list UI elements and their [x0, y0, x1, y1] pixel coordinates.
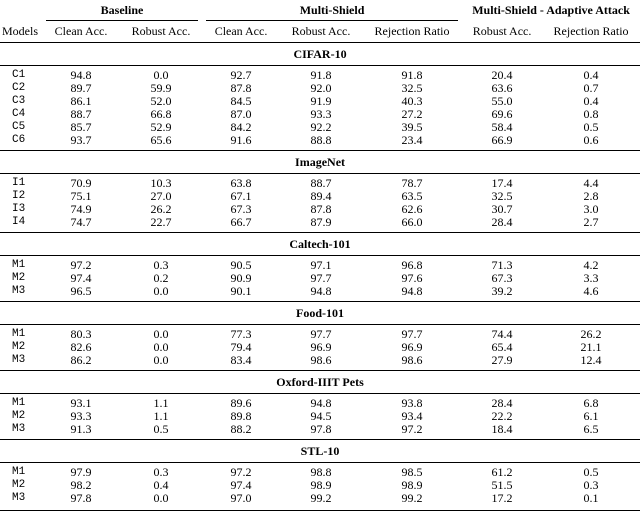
- table-cell: 4.6: [583, 285, 599, 298]
- section-header: [0, 302, 640, 325]
- col-ms-clean: Clean Acc.: [214, 24, 268, 38]
- table-cell: 84.5: [230, 95, 252, 108]
- table-cell: 18.4: [491, 423, 513, 436]
- table-cell: 26.2: [150, 203, 172, 216]
- table-cell: 80.3: [70, 327, 92, 341]
- table-row: [0, 203, 640, 216]
- table-cell: 0.5: [583, 465, 599, 479]
- table-cell: 0.0: [153, 285, 169, 298]
- table-cell: 98.6: [310, 354, 332, 367]
- table-cell: 0.1: [583, 492, 599, 505]
- col-ms-robust: Robust Acc.: [291, 24, 351, 38]
- table-cell: 93.3: [310, 108, 332, 121]
- section-header: [0, 440, 640, 463]
- table-cell: 86.2: [70, 354, 92, 367]
- table-cell: 87.0: [230, 108, 252, 121]
- table-row: [0, 174, 640, 191]
- table-cell: 93.3: [70, 410, 92, 423]
- model-name: M1: [12, 466, 26, 478]
- model-name: M1: [12, 397, 26, 409]
- table-cell: 0.6: [583, 134, 599, 147]
- table-cell: 96.9: [310, 341, 332, 354]
- table-cell: 4.4: [583, 176, 599, 190]
- table-cell: 0.2: [153, 272, 169, 285]
- section-title: Oxford-IIIT Pets: [0, 371, 640, 394]
- column-header-row: [0, 24, 640, 43]
- table-cell: 97.8: [70, 492, 92, 505]
- table-cell: 97.1: [310, 258, 332, 272]
- table-cell: 97.4: [70, 272, 92, 285]
- model-name: M2: [12, 410, 26, 422]
- table-cell: 20.4: [491, 68, 513, 82]
- model-name: C1: [12, 69, 26, 81]
- table-cell: 51.5: [491, 479, 513, 492]
- table-cell: 66.8: [150, 108, 172, 121]
- table-cell: 91.9: [310, 95, 332, 108]
- table-cell: 92.2: [310, 121, 332, 134]
- table-cell: 91.6: [230, 134, 252, 147]
- table-cell: 12.4: [580, 354, 602, 367]
- table-cell: 98.9: [310, 479, 332, 492]
- col-models: Models: [2, 24, 38, 38]
- table-cell: 96.5: [70, 285, 92, 298]
- table-cell: 94.5: [310, 410, 332, 423]
- table-cell: 0.4: [583, 95, 599, 108]
- table-cell: 63.6: [491, 82, 513, 95]
- table-cell: 67.1: [230, 190, 252, 203]
- table-cell: 97.6: [401, 272, 423, 285]
- table-cell: 85.7: [70, 121, 92, 134]
- table-row: [0, 108, 640, 121]
- table-cell: 66.9: [491, 134, 513, 147]
- table-row: [0, 190, 640, 203]
- section-title: Food-101: [0, 302, 640, 325]
- table-cell: 58.4: [491, 121, 513, 134]
- table-cell: 30.7: [491, 203, 513, 216]
- table-cell: 6.8: [583, 396, 599, 410]
- model-name: M3: [12, 354, 26, 366]
- section-title: ImageNet: [0, 151, 640, 174]
- table-cell: 88.7: [310, 176, 332, 190]
- table-cell: 66.0: [401, 216, 423, 229]
- table-cell: 87.8: [310, 203, 332, 216]
- table-cell: 99.2: [401, 492, 423, 505]
- model-name: C4: [12, 108, 26, 120]
- model-name: I1: [12, 177, 26, 189]
- table-cell: 83.4: [230, 354, 252, 367]
- table-cell: 93.7: [70, 134, 92, 147]
- model-name: C5: [12, 121, 26, 133]
- section-title: STL-10: [0, 440, 640, 463]
- table-cell: 55.0: [491, 95, 513, 108]
- model-name: C6: [12, 134, 26, 146]
- table-cell: 90.1: [230, 285, 252, 298]
- table-cell: 98.5: [401, 465, 423, 479]
- table-cell: 67.3: [491, 272, 513, 285]
- table-cell: 17.2: [491, 492, 513, 505]
- table-cell: 0.0: [153, 68, 169, 82]
- model-name: M1: [12, 259, 26, 271]
- table-cell: 88.2: [230, 423, 252, 436]
- table-cell: 91.8: [310, 68, 332, 82]
- table-row: [0, 492, 640, 508]
- table-cell: 88.7: [70, 108, 92, 121]
- table-cell: 67.3: [230, 203, 252, 216]
- model-name: I3: [12, 203, 26, 215]
- table-cell: 92.0: [310, 82, 332, 95]
- table-cell: 75.1: [70, 190, 92, 203]
- table-row: [0, 216, 640, 233]
- table-cell: 0.4: [153, 479, 169, 492]
- table-cell: 79.4: [230, 341, 252, 354]
- table-cell: 6.5: [583, 423, 599, 436]
- table-cell: 88.8: [310, 134, 332, 147]
- table-cell: 74.4: [491, 327, 513, 341]
- table-cell: 2.8: [583, 190, 599, 203]
- table-cell: 89.7: [70, 82, 92, 95]
- table-cell: 89.6: [230, 396, 252, 410]
- table-cell: 97.2: [70, 258, 92, 272]
- table-cell: 0.3: [153, 258, 169, 272]
- table-cell: 65.4: [491, 341, 513, 354]
- table-cell: 0.5: [153, 423, 169, 436]
- col-baseline-clean: Clean Acc.: [54, 24, 108, 38]
- group-multi-shield: Multi-Shield: [206, 4, 458, 21]
- table-cell: 84.2: [230, 121, 252, 134]
- table-row: [0, 410, 640, 423]
- table-cell: 26.2: [580, 327, 602, 341]
- section-title: Caltech-101: [0, 233, 640, 256]
- table-cell: 87.9: [310, 216, 332, 229]
- table-cell: 82.6: [70, 341, 92, 354]
- table-cell: 98.6: [401, 354, 423, 367]
- table-cell: 32.5: [491, 190, 513, 203]
- table-row: [0, 423, 640, 440]
- table-row: [0, 285, 640, 302]
- table-cell: 17.4: [491, 176, 513, 190]
- table-cell: 0.3: [153, 465, 169, 479]
- table-cell: 10.3: [150, 176, 172, 190]
- table-cell: 52.0: [150, 95, 172, 108]
- table-cell: 97.2: [230, 465, 252, 479]
- table-cell: 52.9: [150, 121, 172, 134]
- col-adaptive-robust: Robust Acc.: [472, 24, 532, 38]
- table-cell: 99.2: [310, 492, 332, 505]
- table-cell: 39.2: [491, 285, 513, 298]
- table-cell: 0.0: [153, 327, 169, 341]
- table-cell: 97.7: [310, 272, 332, 285]
- table-cell: 27.9: [491, 354, 513, 367]
- table-cell: 0.8: [583, 108, 599, 121]
- table-cell: 22.7: [150, 216, 172, 229]
- table-cell: 63.8: [230, 176, 252, 190]
- table-cell: 22.2: [491, 410, 513, 423]
- table-cell: 27.0: [150, 190, 172, 203]
- table-cell: 63.5: [401, 190, 423, 203]
- table-cell: 0.5: [583, 121, 599, 134]
- model-name: M2: [12, 341, 26, 353]
- table-row: [0, 134, 640, 151]
- table-bottom-rule: [0, 508, 640, 511]
- table-cell: 27.2: [401, 108, 423, 121]
- table-cell: 90.9: [230, 272, 252, 285]
- table-cell: 94.8: [401, 285, 423, 298]
- table-cell: 0.0: [153, 354, 169, 367]
- model-name: C3: [12, 95, 26, 107]
- table-cell: 77.3: [230, 327, 252, 341]
- model-name: M2: [12, 479, 26, 491]
- table-cell: 92.7: [230, 68, 252, 82]
- table-cell: 96.9: [401, 341, 423, 354]
- table-cell: 98.9: [401, 479, 423, 492]
- table-cell: 98.8: [310, 465, 332, 479]
- table-cell: 1.1: [153, 410, 169, 423]
- table-cell: 62.6: [401, 203, 423, 216]
- table-cell: 86.1: [70, 95, 92, 108]
- table-row: [0, 479, 640, 492]
- table-cell: 87.8: [230, 82, 252, 95]
- model-name: I4: [12, 216, 26, 228]
- table-cell: 23.4: [401, 134, 423, 147]
- table-cell: 96.8: [401, 258, 423, 272]
- table-row: [0, 325, 640, 342]
- model-name: M3: [12, 285, 26, 297]
- table-cell: 70.9: [70, 176, 92, 190]
- table-row: [0, 354, 640, 371]
- table-row: [0, 463, 640, 480]
- table-cell: 69.6: [491, 108, 513, 121]
- table-cell: 28.4: [491, 216, 513, 229]
- table-cell: 94.8: [70, 68, 92, 82]
- table-cell: 1.1: [153, 396, 169, 410]
- table-body: [0, 43, 640, 511]
- section-title: CIFAR-10: [0, 43, 640, 66]
- table-cell: 4.2: [583, 258, 599, 272]
- model-name: M3: [12, 492, 26, 504]
- table-cell: 0.0: [153, 341, 169, 354]
- section-header: [0, 43, 640, 66]
- table-cell: 93.1: [70, 396, 92, 410]
- table-cell: 61.2: [491, 465, 513, 479]
- table-cell: 66.7: [230, 216, 252, 229]
- table-cell: 3.0: [583, 203, 599, 216]
- model-name: M3: [12, 423, 26, 435]
- col-ms-rejection: Rejection Ratio: [374, 24, 450, 38]
- table-cell: 71.3: [491, 258, 513, 272]
- table-cell: 98.2: [70, 479, 92, 492]
- section-header: [0, 151, 640, 174]
- table-cell: 32.5: [401, 82, 423, 95]
- group-baseline: Baseline: [46, 4, 198, 21]
- table-cell: 74.9: [70, 203, 92, 216]
- table-cell: 90.5: [230, 258, 252, 272]
- table-cell: 93.8: [401, 396, 423, 410]
- col-adaptive-rejection: Rejection Ratio: [553, 24, 629, 38]
- table-cell: 97.8: [310, 423, 332, 436]
- model-name: C2: [12, 82, 26, 94]
- model-name: M2: [12, 272, 26, 284]
- table-cell: 74.7: [70, 216, 92, 229]
- model-name: M1: [12, 328, 26, 340]
- table-cell: 89.8: [230, 410, 252, 423]
- table-cell: 21.1: [580, 341, 602, 354]
- table-cell: 2.7: [583, 216, 599, 229]
- table-cell: 0.3: [583, 479, 599, 492]
- section-header: [0, 233, 640, 256]
- table-cell: 40.3: [401, 95, 423, 108]
- col-baseline-robust: Robust Acc.: [131, 24, 191, 38]
- table-cell: 97.7: [401, 327, 423, 341]
- table-row: [0, 121, 640, 134]
- table-cell: 0.7: [583, 82, 599, 95]
- model-name: I2: [12, 190, 26, 202]
- table-row: [0, 66, 640, 83]
- section-header: [0, 371, 640, 394]
- table-row: [0, 256, 640, 273]
- group-adaptive-attack: Multi-Shield - Adaptive Attack: [472, 3, 630, 17]
- table-cell: 91.8: [401, 68, 423, 82]
- group-header-row: [0, 0, 640, 24]
- table-cell: 65.6: [150, 134, 172, 147]
- table-cell: 91.3: [70, 423, 92, 436]
- table-row: [0, 272, 640, 285]
- table-cell: 97.7: [310, 327, 332, 341]
- table-cell: 89.4: [310, 190, 332, 203]
- table-row: [0, 95, 640, 108]
- table-cell: 97.4: [230, 479, 252, 492]
- table-cell: 78.7: [401, 176, 423, 190]
- table-row: [0, 82, 640, 95]
- table-cell: 39.5: [401, 121, 423, 134]
- table-row: [0, 341, 640, 354]
- table-cell: 0.4: [583, 68, 599, 82]
- table-cell: 97.2: [401, 423, 423, 436]
- table-cell: 3.3: [583, 272, 599, 285]
- table-cell: 28.4: [491, 396, 513, 410]
- table-cell: 97.0: [230, 492, 252, 505]
- table-row: [0, 394, 640, 411]
- table-cell: 94.8: [310, 396, 332, 410]
- table-cell: 0.0: [153, 492, 169, 505]
- table-cell: 59.9: [150, 82, 172, 95]
- table-cell: 93.4: [401, 410, 423, 423]
- table-cell: 94.8: [310, 285, 332, 298]
- table-cell: 97.9: [70, 465, 92, 479]
- table-cell: 6.1: [583, 410, 599, 423]
